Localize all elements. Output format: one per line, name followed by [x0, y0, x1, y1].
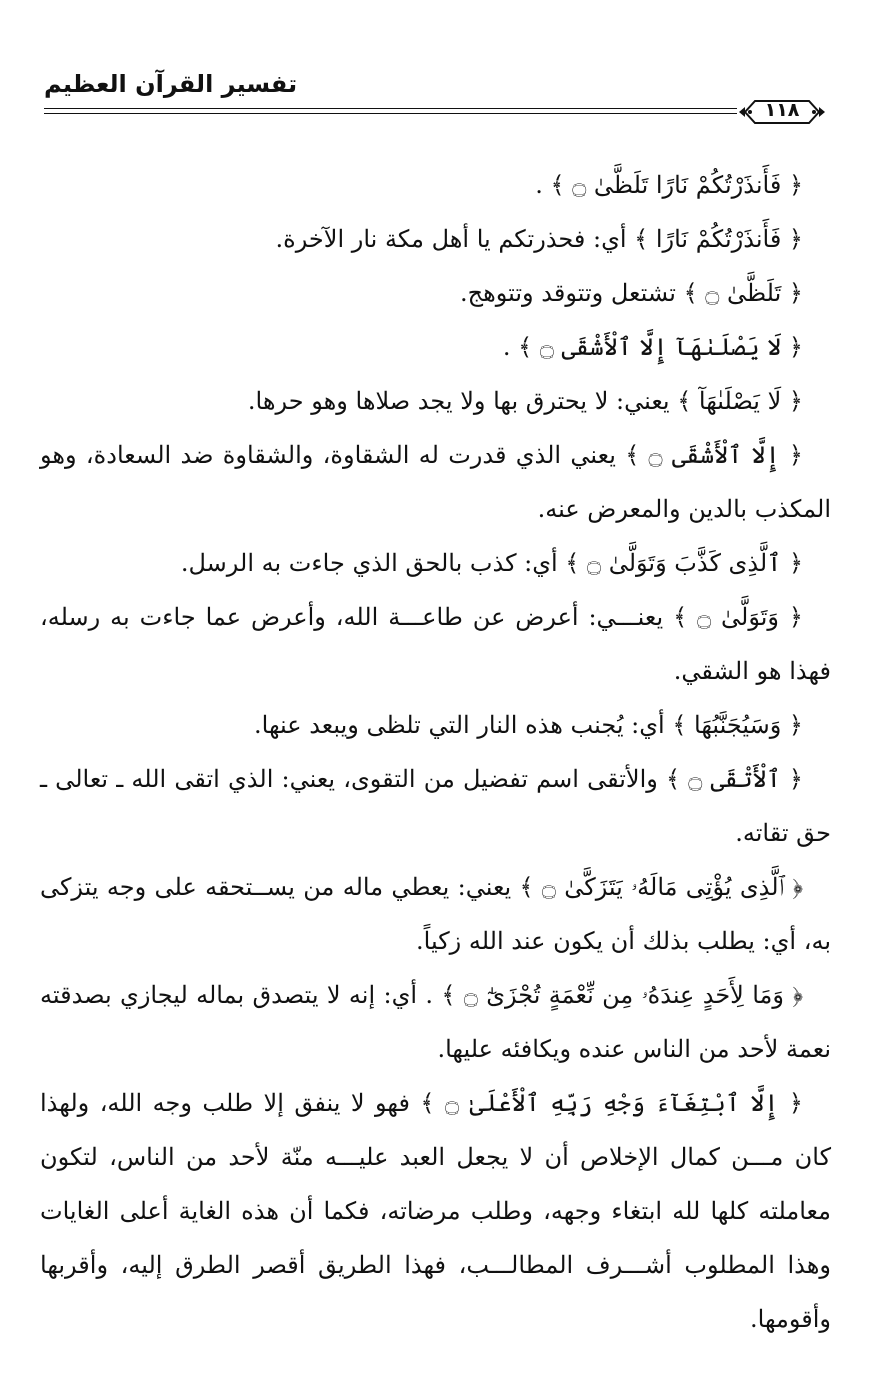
- paragraph-8: [40, 590, 831, 698]
- quran-verse: ﴿ إِلَّا ٱبْتِغَآءَ وَجْهِ رَبِّهِ ٱلْأَعْلَىٰ ۝ ﴾: [420, 1089, 803, 1117]
- commentary: أي: يُجنب هذه النار التي تلظى ويبعد عنها.: [254, 711, 673, 739]
- commentary: . أي: إنه لا يتصدق بماله ليجازي بصدقته نعمة لأحد من الناس عنده ويكافئه عليها.: [40, 981, 831, 1063]
- quran-verse: ﴿ لَا يَصْلَىٰهَآ إِلَّا ٱلْأَشْقَى ۝ ﴾: [518, 333, 803, 361]
- paragraph-1: [40, 158, 831, 212]
- paragraph-4: [40, 320, 831, 374]
- paragraph-6: [40, 428, 831, 536]
- quran-verse: ﴿ وَمَا لِأَحَدٍ عِندَهُۥ مِن نِّعْمَةٍ تُجْزَىٰٓ ۝ ﴾: [441, 981, 803, 1009]
- paragraph-2: [40, 212, 831, 266]
- commentary: أي: كذب بالحق الذي جاءت به الرسل.: [180, 549, 566, 577]
- commentary: يعني: يعطي ماله من يســتحقه على وجه يتزكى به، أي: يطلب بذلك أن يكون عند الله زكياً.: [40, 873, 831, 955]
- commentary: والأتقى اسم تفضيل من التقوى، يعني: الذي اتقى الله ـ تعالى ـ حق تقاته.: [40, 765, 831, 847]
- paragraph-3: [40, 266, 831, 320]
- commentary: يعني: لا يحترق بها ولا يجد صلاها وهو حرها.: [247, 387, 678, 415]
- quran-verse: ﴿ تَلَظَّىٰ ۝ ﴾: [683, 279, 803, 307]
- quran-verse: ﴿ وَتَوَلَّىٰ ۝ ﴾: [673, 603, 803, 631]
- quran-verse: ﴿ ٱلَّذِى كَذَّبَ وَتَوَلَّىٰ ۝ ﴾: [565, 549, 803, 577]
- paragraph-10: [40, 752, 831, 860]
- commentary: تشتعل وتتوقد وتتوهج.: [459, 279, 684, 307]
- commentary: يعنـــي: أعرض عن طاعـــة الله، وأعرض عما جاءت به رسله، فهذا هو الشقي.: [40, 603, 831, 685]
- paragraph-11: [40, 860, 831, 968]
- running-title: تفسير القرآن العظيم: [44, 70, 298, 98]
- paragraph-9: [40, 698, 831, 752]
- commentary: يعني الذي قدرت له الشقاوة، والشقاوة ضد السعادة، وهو المكذب بالدين والمعرض عنه.: [40, 441, 831, 523]
- header-rule-top: [44, 108, 737, 109]
- paragraph-12: [40, 968, 831, 1076]
- quran-verse: ﴿ لَا يَصْلَىٰهَآ ﴾: [677, 387, 803, 415]
- quran-verse: ﴿ ٱلْأَتْقَى ۝ ﴾: [666, 765, 803, 793]
- quran-verse: ﴿ إِلَّا ٱلْأَشْقَى ۝ ﴾: [625, 441, 803, 469]
- page-number-ornament: [737, 95, 827, 129]
- paragraph-5: [40, 374, 831, 428]
- body-text: [40, 158, 831, 1346]
- commentary: فهو لا ينفق إلا طلب وجه الله، ولهذا كان مـــن كمال الإخلاص أن لا يجعل العبد عليـــه منّة لأحد من الناس، لتكون معاملته كلها لله ابتغاء وجهه، وطلب مرضاته، فكما أن هذه الغاية أعلى الغايات وهذا المطلوب أشـــرف المطالـــب، فهذا الطريق أقصر الطرق إليه، وأقربها وأقومها.: [40, 1089, 831, 1333]
- paragraph-7: [40, 536, 831, 590]
- commentary: أي: فحذرتكم يا أهل مكة نار الآخرة.: [275, 225, 635, 253]
- quran-verse: ﴿ ٱلَّذِى يُؤْتِى مَالَهُۥ يَتَزَكَّىٰ ۝ ﴾: [519, 873, 804, 901]
- commentary: .: [535, 171, 551, 199]
- quran-verse: ﴿ وَسَيُجَنَّبُهَا ﴾: [672, 711, 803, 739]
- page-number: ١١٨: [764, 99, 800, 121]
- page-header: [44, 68, 827, 138]
- paragraph-13: [40, 1076, 831, 1346]
- commentary: .: [502, 333, 519, 361]
- quran-verse: ﴿ فَأَنذَرْتُكُمْ نَارًا ﴾: [634, 225, 803, 253]
- header-rule-bottom: [44, 113, 737, 114]
- quran-verse: ﴿ فَأَنذَرْتُكُمْ نَارًا تَلَظَّىٰ ۝ ﴾: [550, 171, 803, 199]
